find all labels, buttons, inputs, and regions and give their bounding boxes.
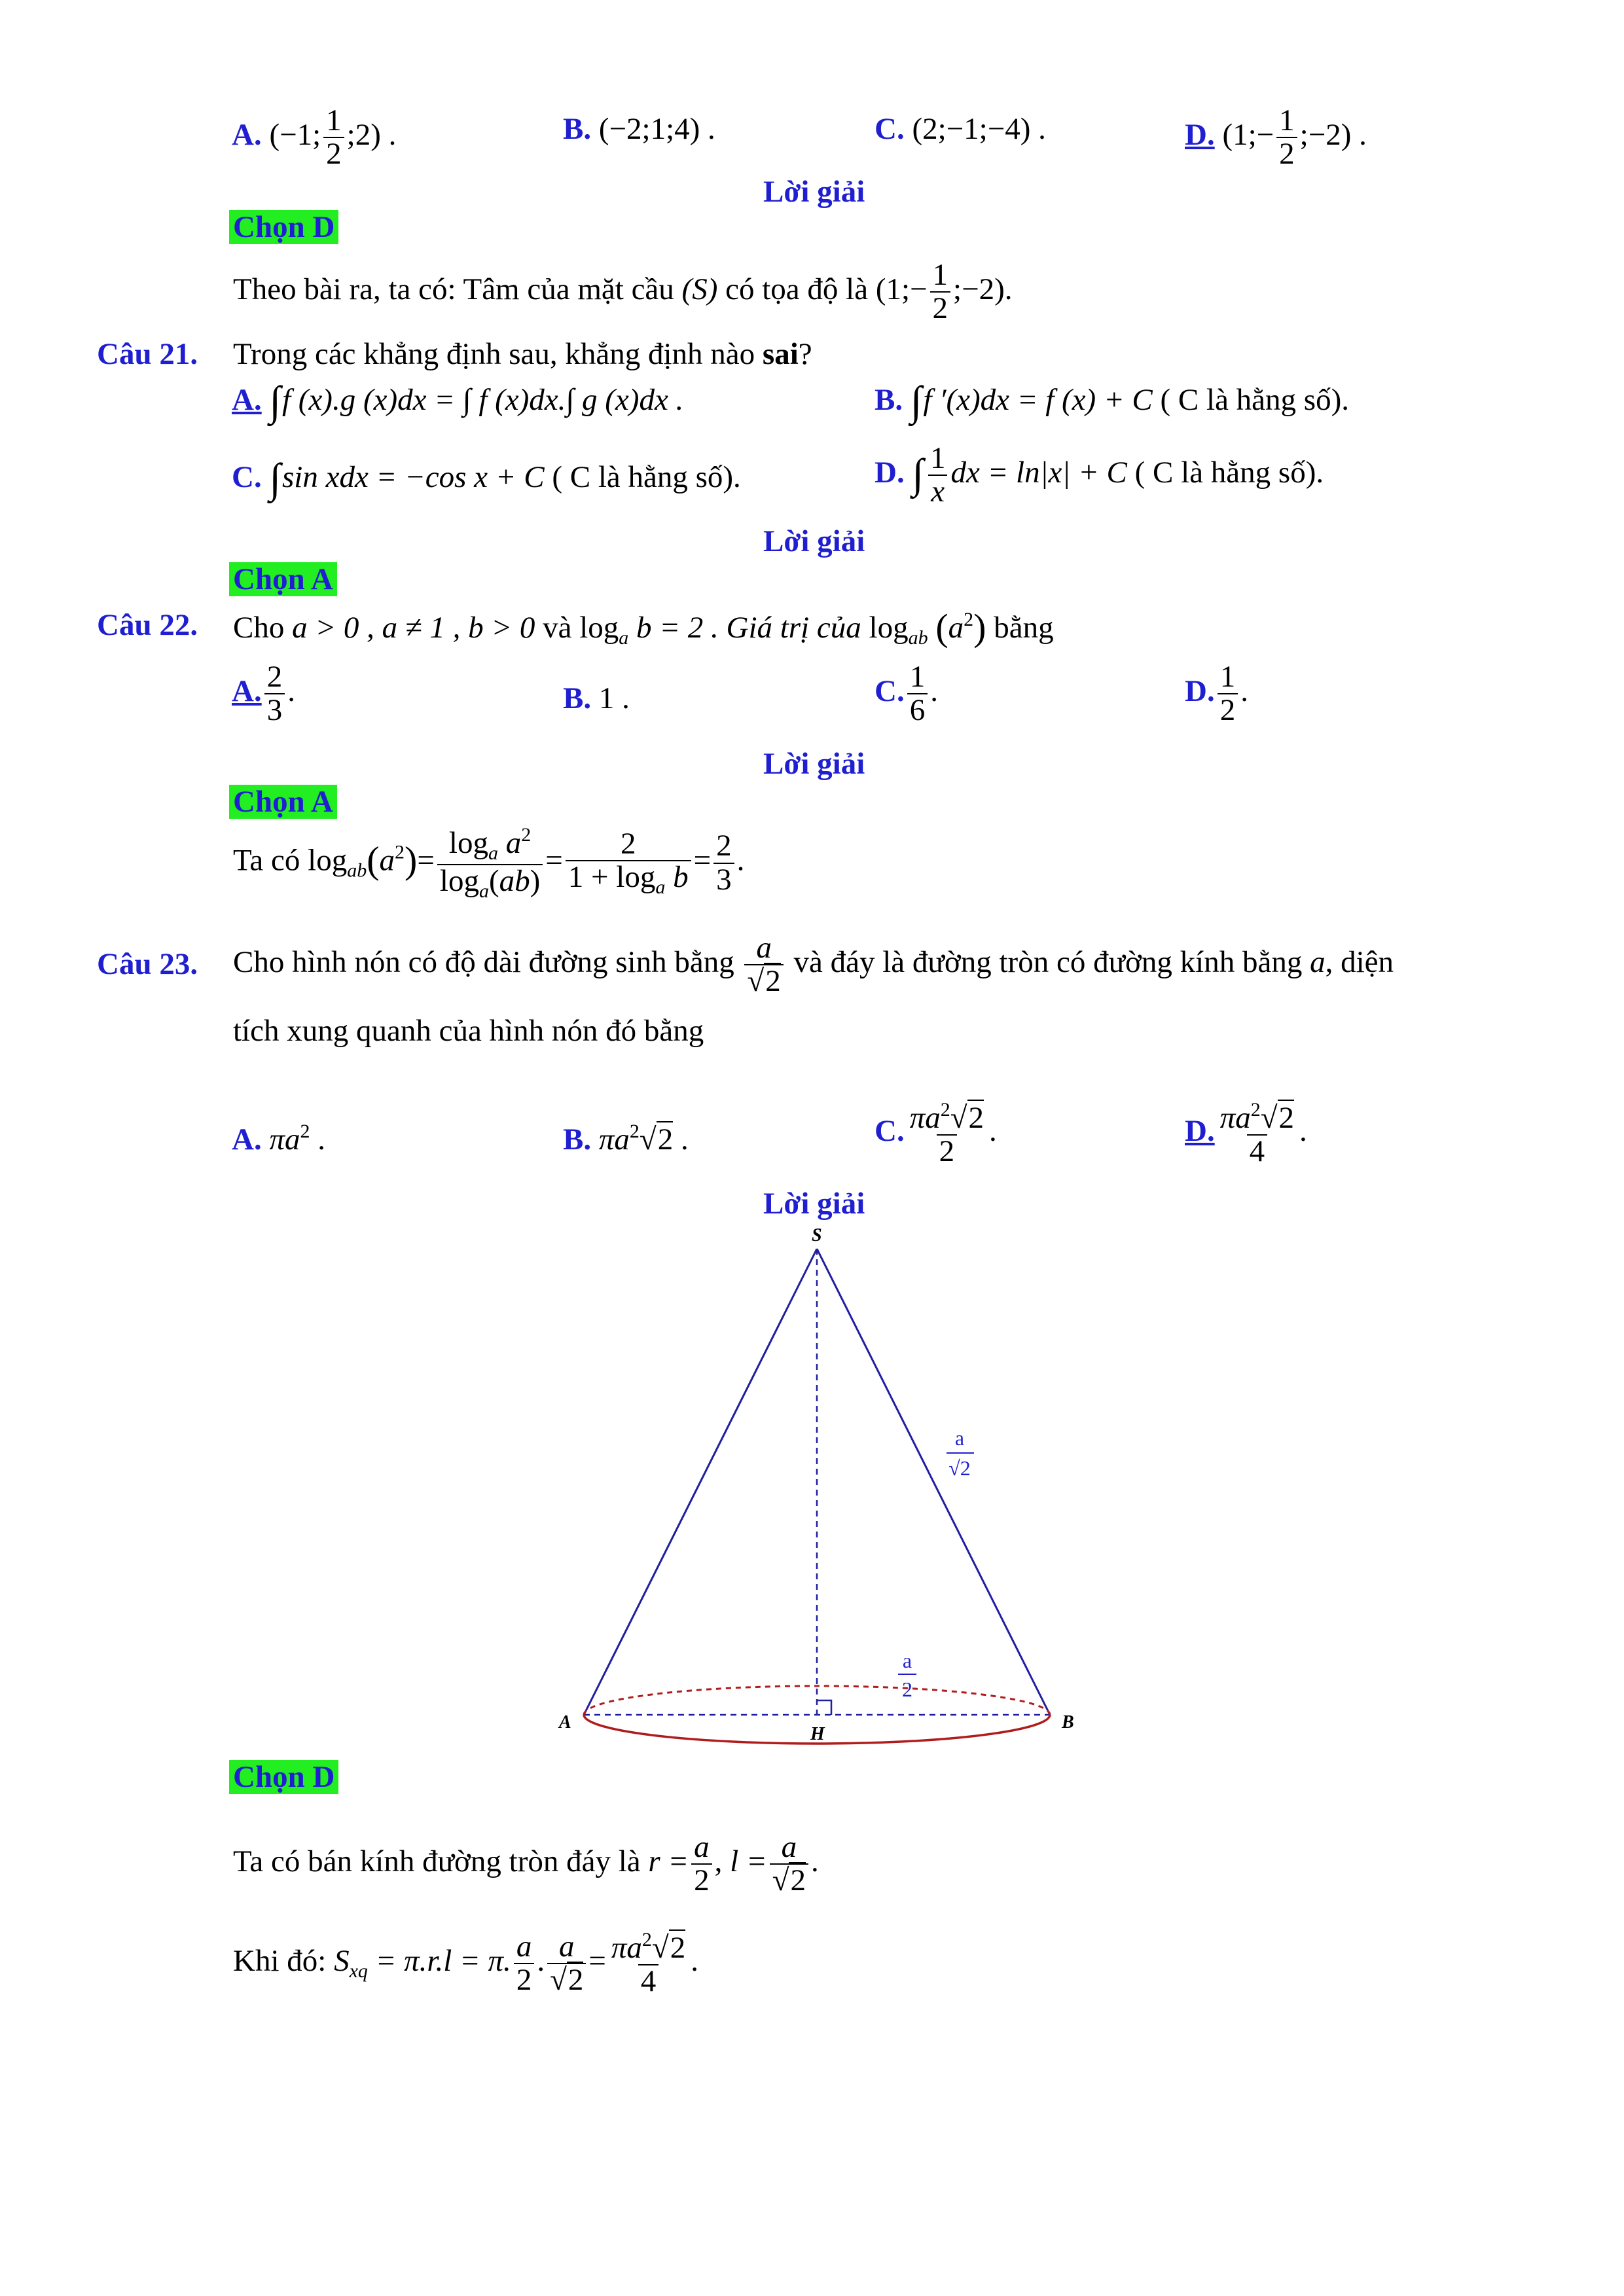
q22-q-a-sup: 2 — [964, 609, 974, 630]
q21-d-note: ( C là hằng số). — [1134, 456, 1324, 490]
q23-c-frac — [907, 1100, 986, 1168]
q21-chon-text: Chọn A — [229, 562, 337, 596]
q22-d-label: D. — [1185, 674, 1215, 709]
q23-a-text: πa — [269, 1122, 300, 1157]
q20-d-post: ;−2) . — [1299, 118, 1367, 152]
q20-option-b[interactable] — [563, 111, 715, 147]
q23-sol1-r-frac — [691, 1831, 712, 1897]
q20-a-pre: (−1; — [269, 118, 321, 152]
q23-b-rad: 2 — [657, 1122, 674, 1157]
q23-b-label: B. — [563, 1122, 592, 1157]
q22-chon-text: Chọn A — [229, 785, 337, 819]
q20-explain-frac — [930, 259, 951, 325]
q23-question-line2: tích xung quanh của hình nón đó bằng — [233, 1014, 704, 1048]
slant-line-sa — [584, 1249, 817, 1715]
q23-sol1-l-frac — [770, 1831, 808, 1897]
q20-d-label: D. — [1185, 118, 1215, 152]
q21-d-formula: dx = ln|x| + C — [950, 456, 1127, 490]
q22-sol-frac1 — [437, 825, 543, 901]
q22-f1-num-sup: 2 — [521, 824, 532, 846]
q23-line1-den: √2 — [744, 964, 783, 997]
q22-q-va: và — [543, 611, 572, 645]
q20-explain-den: 2 — [930, 291, 951, 325]
q21-question-post: ? — [798, 337, 812, 371]
slant-length-label — [947, 1426, 974, 1480]
q21-c-integral-icon: ∫ — [269, 455, 281, 501]
q20-d-den: 2 — [1276, 137, 1297, 170]
q22-f2-den — [566, 860, 691, 898]
q20-explain-mid: có tọa độ là — [725, 272, 869, 307]
q23-sol1-l-den-rad: 2 — [790, 1863, 806, 1898]
q23-sol2-f2-den-rad: 2 — [568, 1963, 584, 1998]
q22-q-cond: a > 0 , a ≠ 1 , b > 0 — [292, 611, 535, 645]
q20-explain-s: (S) — [681, 272, 718, 307]
q23-line1-a: a — [1310, 945, 1326, 980]
q20-option-d[interactable] — [1185, 105, 1367, 171]
q22-f3-den: 3 — [713, 863, 734, 896]
q23-sol2-eq: = π.r.l = π. — [375, 1944, 511, 1979]
q23-sol2-res-sup: 2 — [641, 1929, 652, 1950]
q22-sol-pre: Ta có — [233, 843, 300, 878]
q21-c-note: ( C là hằng số). — [552, 460, 741, 494]
q23-line1-den-rad: 2 — [765, 964, 781, 999]
q23-chon-text: Chọn D — [229, 1760, 338, 1794]
q23-option-a[interactable]: A. $\pi a^2$ . — [232, 1121, 325, 1157]
q23-d-num-text: πa — [1219, 1101, 1251, 1135]
q21-d-frac — [928, 442, 948, 509]
right-angle-mark — [817, 1700, 831, 1715]
q23-c-num-rad: 2 — [968, 1101, 984, 1135]
q22-option-b[interactable] — [563, 681, 630, 716]
q22-c-num: 1 — [909, 660, 926, 694]
q22-f2-den-sub: a — [655, 876, 666, 899]
point-label-h: H — [810, 1724, 825, 1744]
point-label-b: B — [1062, 1712, 1074, 1732]
q22-f1-den-log: log — [439, 863, 479, 898]
q23-d-num: $\pi a^2√2$ — [1219, 1099, 1295, 1135]
q22-sol-frac3 — [713, 830, 734, 896]
q22-d-num: 1 — [1219, 660, 1236, 694]
q23-sol1-pre: Ta có bán kính đường tròn đáy là — [233, 1844, 641, 1879]
q22-d-den: 2 — [1218, 693, 1238, 726]
q21-question-pre: Trong các khẳng định sau, khẳng định nào — [233, 337, 755, 371]
q21-a-integral-icon: ∫ — [269, 378, 281, 424]
q20-chon-text: Chọn D — [229, 210, 338, 244]
q20-d-frac — [1276, 105, 1297, 171]
q22-sol-lhs-sub: ab — [347, 859, 367, 882]
q22-sol-a: a — [379, 843, 395, 878]
q23-sol2-res-den: 4 — [638, 1964, 659, 1998]
q22-q-cho: Cho — [233, 611, 285, 645]
q22-sol-lhs: log — [308, 843, 348, 878]
q20-a-frac — [323, 105, 344, 171]
q22-question — [233, 606, 1054, 650]
q21-b-label: B. — [875, 383, 903, 417]
q22-a-frac — [264, 661, 285, 727]
q23-sol1-l-num: a — [781, 1830, 797, 1864]
q21-option-b[interactable] — [875, 377, 1349, 425]
q22-q-log-sub: a — [619, 627, 629, 649]
q23-solution-line2: Khi đó: $S_{xq} = \pi.r.l = \pi$. $\frac{a}{2}$ . $\frac{a}{√2}$ = $\frac{\pi a^2√2}{4}$ . — [233, 1929, 698, 1999]
q22-f1-num-log: log — [448, 826, 488, 860]
radius-length-label — [898, 1649, 916, 1701]
q22-b-text: 1 . — [598, 681, 630, 715]
q22-f2-den-b: b — [673, 860, 689, 895]
q22-f2-den-pre: 1 + log — [568, 860, 656, 895]
q23-solution-line1: Ta có bán kính đường tròn đáy là r = $\frac{a}{2}$ , l = $\frac{a}{√2}$ . — [233, 1830, 819, 1898]
q23-b-sup: 2 — [629, 1121, 640, 1142]
q23-sol2-f2-num: a — [558, 1929, 575, 1964]
q22-f1-num-a: a — [505, 826, 522, 860]
q20-a-den: 2 — [323, 137, 344, 170]
q22-option-d[interactable]: D. $\frac{1}{2}$ . — [1185, 660, 1248, 728]
q20-a-label: A. — [232, 118, 262, 152]
q23-sol2-s: S — [334, 1944, 350, 1979]
q22-a-num: 2 — [266, 660, 283, 694]
q21-a-formula: f (x).g (x)dx = ∫ f (x)dx.∫ g (x)dx . — [281, 383, 684, 417]
q22-sol-frac2 — [566, 828, 691, 898]
q23-a-sup: 2 — [300, 1121, 310, 1142]
q22-a-den: 3 — [264, 693, 285, 726]
cone-lines — [584, 1249, 1050, 1715]
q23-c-label: C. — [875, 1114, 905, 1149]
q23-sol2-res-num-text: πa — [611, 1931, 642, 1965]
q22-solution: Ta có $\log_{ab}(a^2)=$ $\frac{\log_a a^2}{\log_a(ab)}$ = $\frac{2}{1 + \log_a b}$ = $\frac{2}{3}$ . — [233, 824, 745, 902]
q20-b-text: (−2;1;4) . — [598, 112, 715, 146]
q23-chon — [229, 1759, 338, 1795]
q21-option-c[interactable] — [232, 454, 741, 503]
q23-c-num: $\pi a^2√2$ — [909, 1099, 984, 1135]
q23-question-line1 — [233, 932, 1394, 998]
q22-option-c[interactable]: C. $\frac{1}{6}$ . — [875, 660, 938, 728]
q23-sol2-pre: Khi đó: — [233, 1944, 327, 1979]
q22-q-log2-sub: ab — [908, 627, 928, 649]
q23-option-d[interactable]: D. $\frac{\pi a^2√2}{4}$ . — [1185, 1099, 1307, 1169]
q23-sol1-l-den: √2 — [770, 1863, 808, 1897]
q21-d-den: x — [928, 475, 947, 508]
q22-c-frac — [907, 661, 928, 727]
q21-chon — [229, 562, 337, 597]
q23-sol2-res-num: $\pi a^2√2$ — [611, 1929, 686, 1965]
slant-label-den: √2 — [948, 1456, 971, 1480]
q22-f1-den: $\log_a(ab)$ — [437, 864, 543, 902]
q23-option-b[interactable]: B. $\pi a^2√2$ . — [563, 1121, 689, 1157]
q23-b-text: πa — [598, 1122, 630, 1157]
q20-a-num: 1 — [326, 103, 342, 137]
q23-line1-frac — [744, 932, 783, 998]
q20-explain-open: (1;− — [875, 272, 928, 307]
q21-c-label: C. — [232, 460, 262, 494]
q23-c-den: 2 — [937, 1134, 958, 1168]
cone-figure — [524, 1217, 1113, 1754]
q20-c-text: (2;−1;−4) . — [912, 112, 1046, 146]
q23-line1-end: , diện — [1325, 945, 1394, 980]
q22-sol-sup: 2 — [395, 841, 405, 863]
q20-explain-num: 1 — [932, 258, 948, 292]
q22-option-a[interactable]: A. $\frac{2}{3}$ . — [232, 660, 295, 728]
q22-q-log-post: b = 2 . Giá trị của — [636, 611, 861, 645]
q22-loi-giai: Lời giải — [763, 747, 865, 781]
q22-f1-num-sub: a — [488, 842, 498, 864]
q23-c-num-sup: 2 — [940, 1099, 950, 1121]
q23-sol1-r-num: a — [694, 1830, 710, 1864]
q22-q-log2: log — [869, 611, 909, 645]
q23-d-num-rad: 2 — [1278, 1101, 1295, 1135]
q23-sol2-f1 — [514, 1931, 535, 1997]
q22-b-label: B. — [563, 681, 592, 715]
q22-q-paren-open: ( — [935, 606, 948, 649]
q20-explain-pre: Theo bài ra, ta có: Tâm của mặt cầu — [233, 272, 674, 307]
q21-a-label: A. — [232, 383, 262, 417]
radius-label-den: 2 — [902, 1677, 912, 1701]
point-label-s: S — [812, 1225, 822, 1246]
q21-question-bold: sai — [762, 337, 799, 371]
q23-sol2-sub: xq — [349, 1960, 368, 1982]
q22-f1-num — [446, 825, 533, 864]
q21-option-d[interactable] — [875, 442, 1324, 509]
point-label-a: A — [559, 1712, 571, 1732]
q23-label: Câu 23. — [97, 947, 198, 981]
q20-a-post: ;2) . — [346, 118, 397, 152]
q21-loi-giai: Lời giải — [763, 524, 865, 558]
q21-b-note: ( C là hằng số). — [1160, 383, 1349, 417]
q23-sol2-res-rad: 2 — [670, 1931, 686, 1965]
q23-sol1-r: r = — [648, 1844, 689, 1879]
q23-d-num-sup: 2 — [1250, 1099, 1261, 1121]
q23-sol2-f1-den: 2 — [514, 1963, 535, 1996]
q23-d-label: D. — [1185, 1114, 1215, 1149]
slant-line-sb — [817, 1249, 1050, 1715]
q20-option-a[interactable] — [232, 105, 396, 171]
q23-d-den: 4 — [1247, 1134, 1268, 1168]
q22-q-end: bằng — [994, 611, 1054, 645]
q20-b-label: B. — [563, 112, 592, 146]
q22-label: Câu 22. — [97, 608, 198, 642]
q20-explain-post: ;−2). — [953, 272, 1013, 307]
q22-f1-den-sub: a — [478, 880, 489, 902]
q23-loi-giai: Lời giải — [763, 1187, 865, 1221]
q22-f2-num: 2 — [620, 827, 636, 861]
q23-sol2-result — [609, 1929, 688, 1998]
q20-d-pre: (1;− — [1222, 118, 1274, 152]
q20-d-num: 1 — [1279, 103, 1295, 137]
q22-d-frac — [1218, 661, 1238, 727]
q22-chon — [229, 784, 337, 819]
q22-q-log: log — [579, 611, 619, 645]
q21-d-label: D. — [875, 456, 905, 490]
q22-c-label: C. — [875, 674, 905, 709]
q23-a-label: A. — [232, 1122, 262, 1157]
q23-line1-pre: Cho hình nón có độ dài đường sinh bằng — [233, 945, 734, 980]
q21-d-integral-icon: ∫ — [912, 450, 924, 497]
q23-d-frac — [1218, 1100, 1297, 1168]
q22-sol-paren-open: ( — [367, 838, 380, 882]
q21-b-formula: f ′(x)dx = f (x) + C — [923, 383, 1153, 417]
q20-chon — [229, 209, 338, 245]
q22-q-paren-close: ) — [973, 606, 986, 649]
q23-option-c[interactable]: C. $\frac{\pi a^2√2}{2}$ . — [875, 1099, 997, 1169]
q23-sol1-l: l = — [730, 1844, 767, 1879]
q23-line1-num: a — [756, 931, 772, 965]
q20-c-label: C. — [875, 112, 905, 146]
q22-f3-num: 2 — [716, 829, 732, 863]
q22-sol-paren-close: ) — [405, 838, 418, 882]
q23-sol2-f2 — [547, 1931, 586, 1997]
q23-sol2-f2-den: √2 — [547, 1963, 586, 1996]
q22-c-den: 6 — [907, 693, 928, 726]
q20-option-c[interactable] — [875, 111, 1046, 147]
q23-line1-post: và đáy là đường tròn có đường kính bằng — [793, 945, 1303, 980]
q23-sol1-r-den: 2 — [691, 1863, 712, 1897]
q21-question — [233, 336, 812, 372]
q22-a-label: A. — [232, 674, 262, 709]
q21-d-num: 1 — [929, 441, 946, 475]
q23-c-num-text: πa — [909, 1101, 941, 1135]
slant-label-num: a — [954, 1426, 965, 1450]
q21-option-a[interactable] — [232, 377, 683, 425]
q22-q-a: a — [948, 611, 964, 645]
radius-label-num: a — [902, 1649, 912, 1672]
q20-explanation — [233, 259, 1013, 325]
q22-f1-den-ab: ab — [499, 863, 530, 898]
q23-sol2-f1-num: a — [516, 1929, 532, 1964]
q21-label: Câu 21. — [97, 337, 198, 371]
q21-b-integral-icon: ∫ — [910, 378, 922, 424]
q21-c-formula: sin xdx = −cos x + C — [281, 460, 545, 494]
q20-loi-giai: Lời giải — [763, 175, 865, 209]
